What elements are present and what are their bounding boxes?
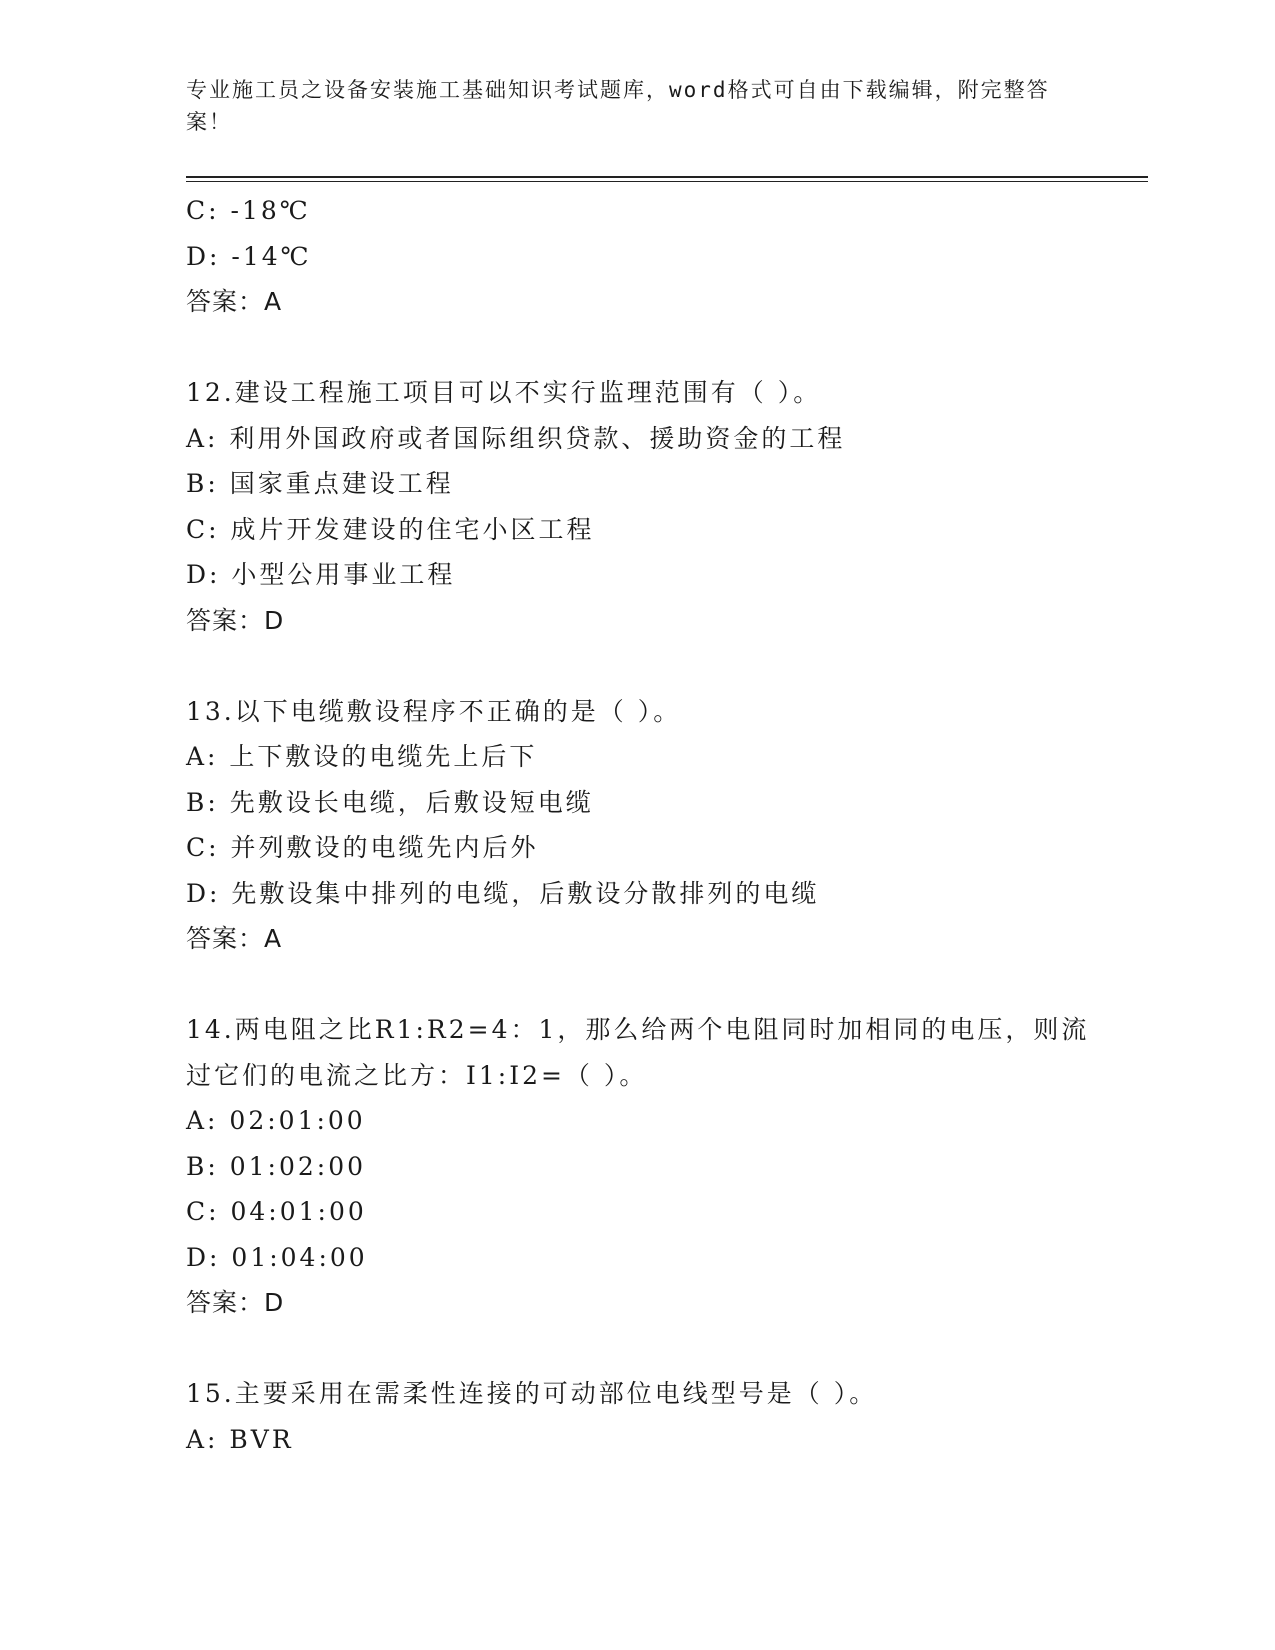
option-c: C: -18℃ <box>186 196 311 225</box>
option-b: B: 国家重点建设工程 <box>186 469 454 498</box>
option-b: B: 01:02:00 <box>186 1151 367 1181</box>
question-stem-line-1: 14.两电阻之比R1:R2=4：1，那么给两个电阻同时加相同的电压，则流 <box>186 1015 1090 1044</box>
spacer <box>186 962 1086 1008</box>
document-header: 专业施工员之设备安装施工基础知识考试题库，word格式可自由下载编辑，附完整答案！ <box>186 78 1050 134</box>
option-b: B: 先敷设长电缆，后敷设短电缆 <box>186 787 594 817</box>
spacer <box>186 643 1086 689</box>
question-stem: 12.建设工程施工项目可以不实行监理范围有（ ）。 <box>186 378 822 407</box>
answer-line: 答案：A <box>186 924 283 953</box>
question-14 <box>186 1007 1090 1326</box>
header-divider-thick <box>186 176 1148 178</box>
question-15 <box>186 1371 1086 1462</box>
option-a: A: 上下敷设的电缆先上后下 <box>186 742 538 771</box>
answer-line: 答案：A <box>186 287 283 316</box>
option-a: A: 利用外国政府或者国际组织贷款、援助资金的工程 <box>186 423 846 453</box>
option-a: A: 02:01:00 <box>186 1106 366 1135</box>
question-list <box>186 188 1090 1462</box>
option-d: D: -14℃ <box>186 241 312 271</box>
option-d: D: 01:04:00 <box>186 1242 368 1272</box>
question-13 <box>186 689 1086 962</box>
spacer <box>186 1326 1086 1372</box>
option-c: C: 成片开发建设的住宅小区工程 <box>186 514 595 544</box>
question-stem: 13.以下电缆敷设程序不正确的是（ ）。 <box>186 696 682 726</box>
question-stem-line-2: 过它们的电流之比方：I1:I2=（ ）。 <box>186 1060 648 1090</box>
question-12 <box>186 370 1086 643</box>
option-a: A: BVR <box>186 1424 294 1454</box>
question-stem: 15.主要采用在需柔性连接的可动部位电线型号是（ ）。 <box>186 1379 878 1408</box>
spacer <box>186 325 1086 371</box>
answer-line: 答案：D <box>186 605 285 635</box>
header-divider-thin <box>186 181 1148 182</box>
option-c: C: 04:01:00 <box>186 1197 367 1226</box>
answer-line: 答案：D <box>186 1288 285 1317</box>
option-c: C: 并列敷设的电缆先内后外 <box>186 833 539 862</box>
option-d: D: 小型公用事业工程 <box>186 560 456 589</box>
question-fragment <box>186 188 1086 325</box>
option-d: D: 先敷设集中排列的电缆，后敷设分散排列的电缆 <box>186 878 820 908</box>
